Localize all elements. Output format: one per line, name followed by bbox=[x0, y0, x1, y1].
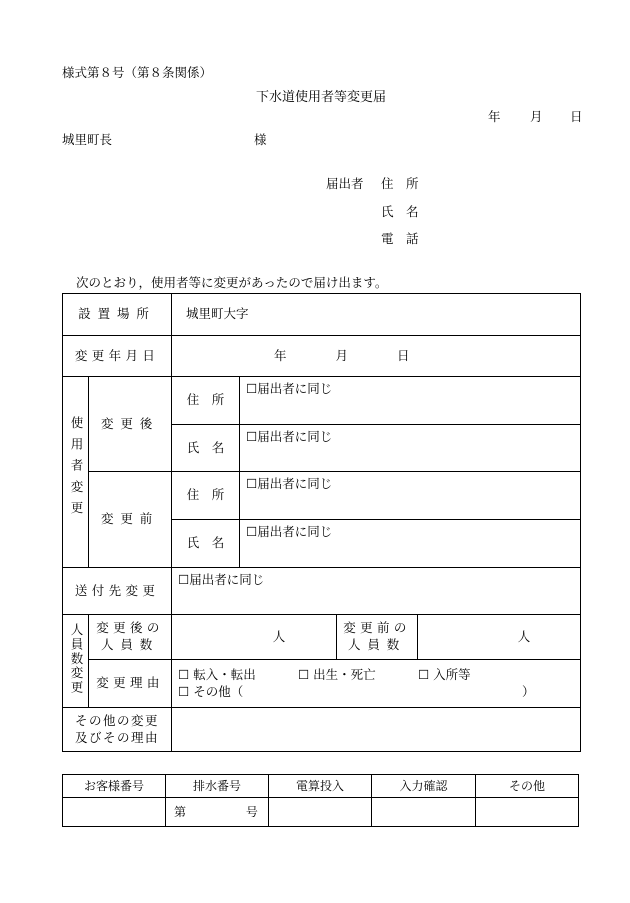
after-persons-field[interactable] bbox=[172, 615, 337, 660]
after-name-field[interactable] bbox=[240, 425, 581, 472]
applicant-phone-label: 電 話 bbox=[381, 231, 419, 246]
drain-number-prefix: 第 bbox=[174, 804, 187, 819]
intro-text: 次のとおり，使用者等に変更があったので届け出ます。 bbox=[76, 275, 388, 290]
form-number: 様式第８号（第８条関係） bbox=[62, 65, 213, 80]
change-date-month: 月 bbox=[335, 347, 349, 363]
reason-label: 変更理由 bbox=[96, 675, 164, 691]
date-day: 日 bbox=[570, 109, 583, 124]
addressee-name: 城里町長 bbox=[62, 132, 113, 147]
reason-other-close: ） bbox=[522, 683, 535, 699]
after-persons-label-line2: 人員数 bbox=[100, 637, 160, 652]
drain-number-suffix: 号 bbox=[245, 804, 258, 819]
after-address-field[interactable] bbox=[240, 377, 581, 425]
header-drain-number: 排水番号 bbox=[166, 775, 269, 798]
change-date-day: 日 bbox=[397, 347, 410, 363]
after-label: 変更後 bbox=[100, 415, 160, 431]
other-change-label-line1: その他の変更 bbox=[75, 712, 160, 728]
change-date-label: 変更年月日 bbox=[74, 347, 160, 363]
after-address-label: 住 所 bbox=[186, 392, 225, 408]
office-use-table bbox=[62, 774, 579, 827]
after-address-same-checkbox[interactable]: ☐届出者に同じ bbox=[246, 381, 333, 396]
change-date-year: 年 bbox=[274, 347, 287, 363]
user-change-label: 使用者変更 bbox=[68, 416, 84, 523]
location-label: 設置場所 bbox=[78, 306, 156, 322]
reason-admission-checkbox[interactable]: ☐ 入所等 bbox=[417, 666, 471, 682]
send-to-label: 送付先変更 bbox=[74, 582, 160, 598]
applicant-name-label: 氏 名 bbox=[381, 204, 419, 219]
before-persons-unit: 人 bbox=[517, 628, 531, 644]
reason-move-checkbox[interactable]: ☐ 転入・転出 bbox=[178, 666, 256, 682]
header-other: その他 bbox=[476, 775, 579, 798]
other-cell[interactable] bbox=[476, 798, 579, 827]
before-name-field[interactable] bbox=[240, 520, 581, 568]
applicant-label: 届出者 bbox=[326, 176, 364, 191]
reason-other-checkbox[interactable]: ☐ その他（ bbox=[178, 683, 244, 699]
after-name-label: 氏 名 bbox=[186, 439, 225, 455]
reason-field bbox=[172, 660, 581, 708]
main-form-table bbox=[62, 293, 581, 752]
addressee-honorific: 様 bbox=[254, 132, 267, 147]
location-field[interactable] bbox=[172, 294, 581, 336]
before-persons-label-line1: 変更前の bbox=[343, 620, 411, 636]
header-computer-entry: 電算投入 bbox=[269, 775, 372, 798]
before-persons-field[interactable] bbox=[418, 615, 581, 660]
send-to-field[interactable] bbox=[172, 568, 581, 615]
applicant-address-label: 住 所 bbox=[381, 176, 419, 191]
date-year: 年 bbox=[488, 109, 501, 124]
other-change-label-line2: 及びその理由 bbox=[75, 729, 160, 745]
before-name-same-checkbox[interactable]: ☐届出者に同じ bbox=[246, 524, 333, 539]
after-persons-unit: 人 bbox=[272, 628, 286, 644]
input-check-cell[interactable] bbox=[372, 798, 476, 827]
before-address-field[interactable] bbox=[240, 472, 581, 520]
customer-number-cell[interactable] bbox=[63, 798, 166, 827]
before-address-label: 住 所 bbox=[186, 487, 225, 503]
other-change-field[interactable] bbox=[172, 708, 581, 752]
after-persons-label-line1: 変更後の bbox=[96, 620, 164, 636]
persons-change-label: 人員数変更 bbox=[68, 622, 84, 695]
after-name-same-checkbox[interactable]: ☐届出者に同じ bbox=[246, 429, 333, 444]
drain-number-cell[interactable] bbox=[166, 798, 269, 827]
before-address-same-checkbox[interactable]: ☐届出者に同じ bbox=[246, 476, 333, 491]
date-month: 月 bbox=[530, 109, 543, 124]
before-name-label: 氏 名 bbox=[186, 535, 225, 551]
before-persons-label-line2: 人員数 bbox=[347, 637, 407, 652]
before-label: 変更前 bbox=[100, 511, 160, 527]
header-customer-number: お客様番号 bbox=[63, 775, 166, 798]
reason-birth-death-checkbox[interactable]: ☐ 出生・死亡 bbox=[298, 666, 376, 682]
header-input-check: 入力確認 bbox=[372, 775, 476, 798]
change-date-field[interactable] bbox=[172, 336, 581, 377]
send-to-same-checkbox[interactable]: ☐届出者に同じ bbox=[178, 572, 265, 587]
location-value: 城里町大字 bbox=[186, 306, 249, 322]
document-title: 下水道使用者等変更届 bbox=[256, 90, 387, 105]
computer-entry-cell[interactable] bbox=[269, 798, 372, 827]
